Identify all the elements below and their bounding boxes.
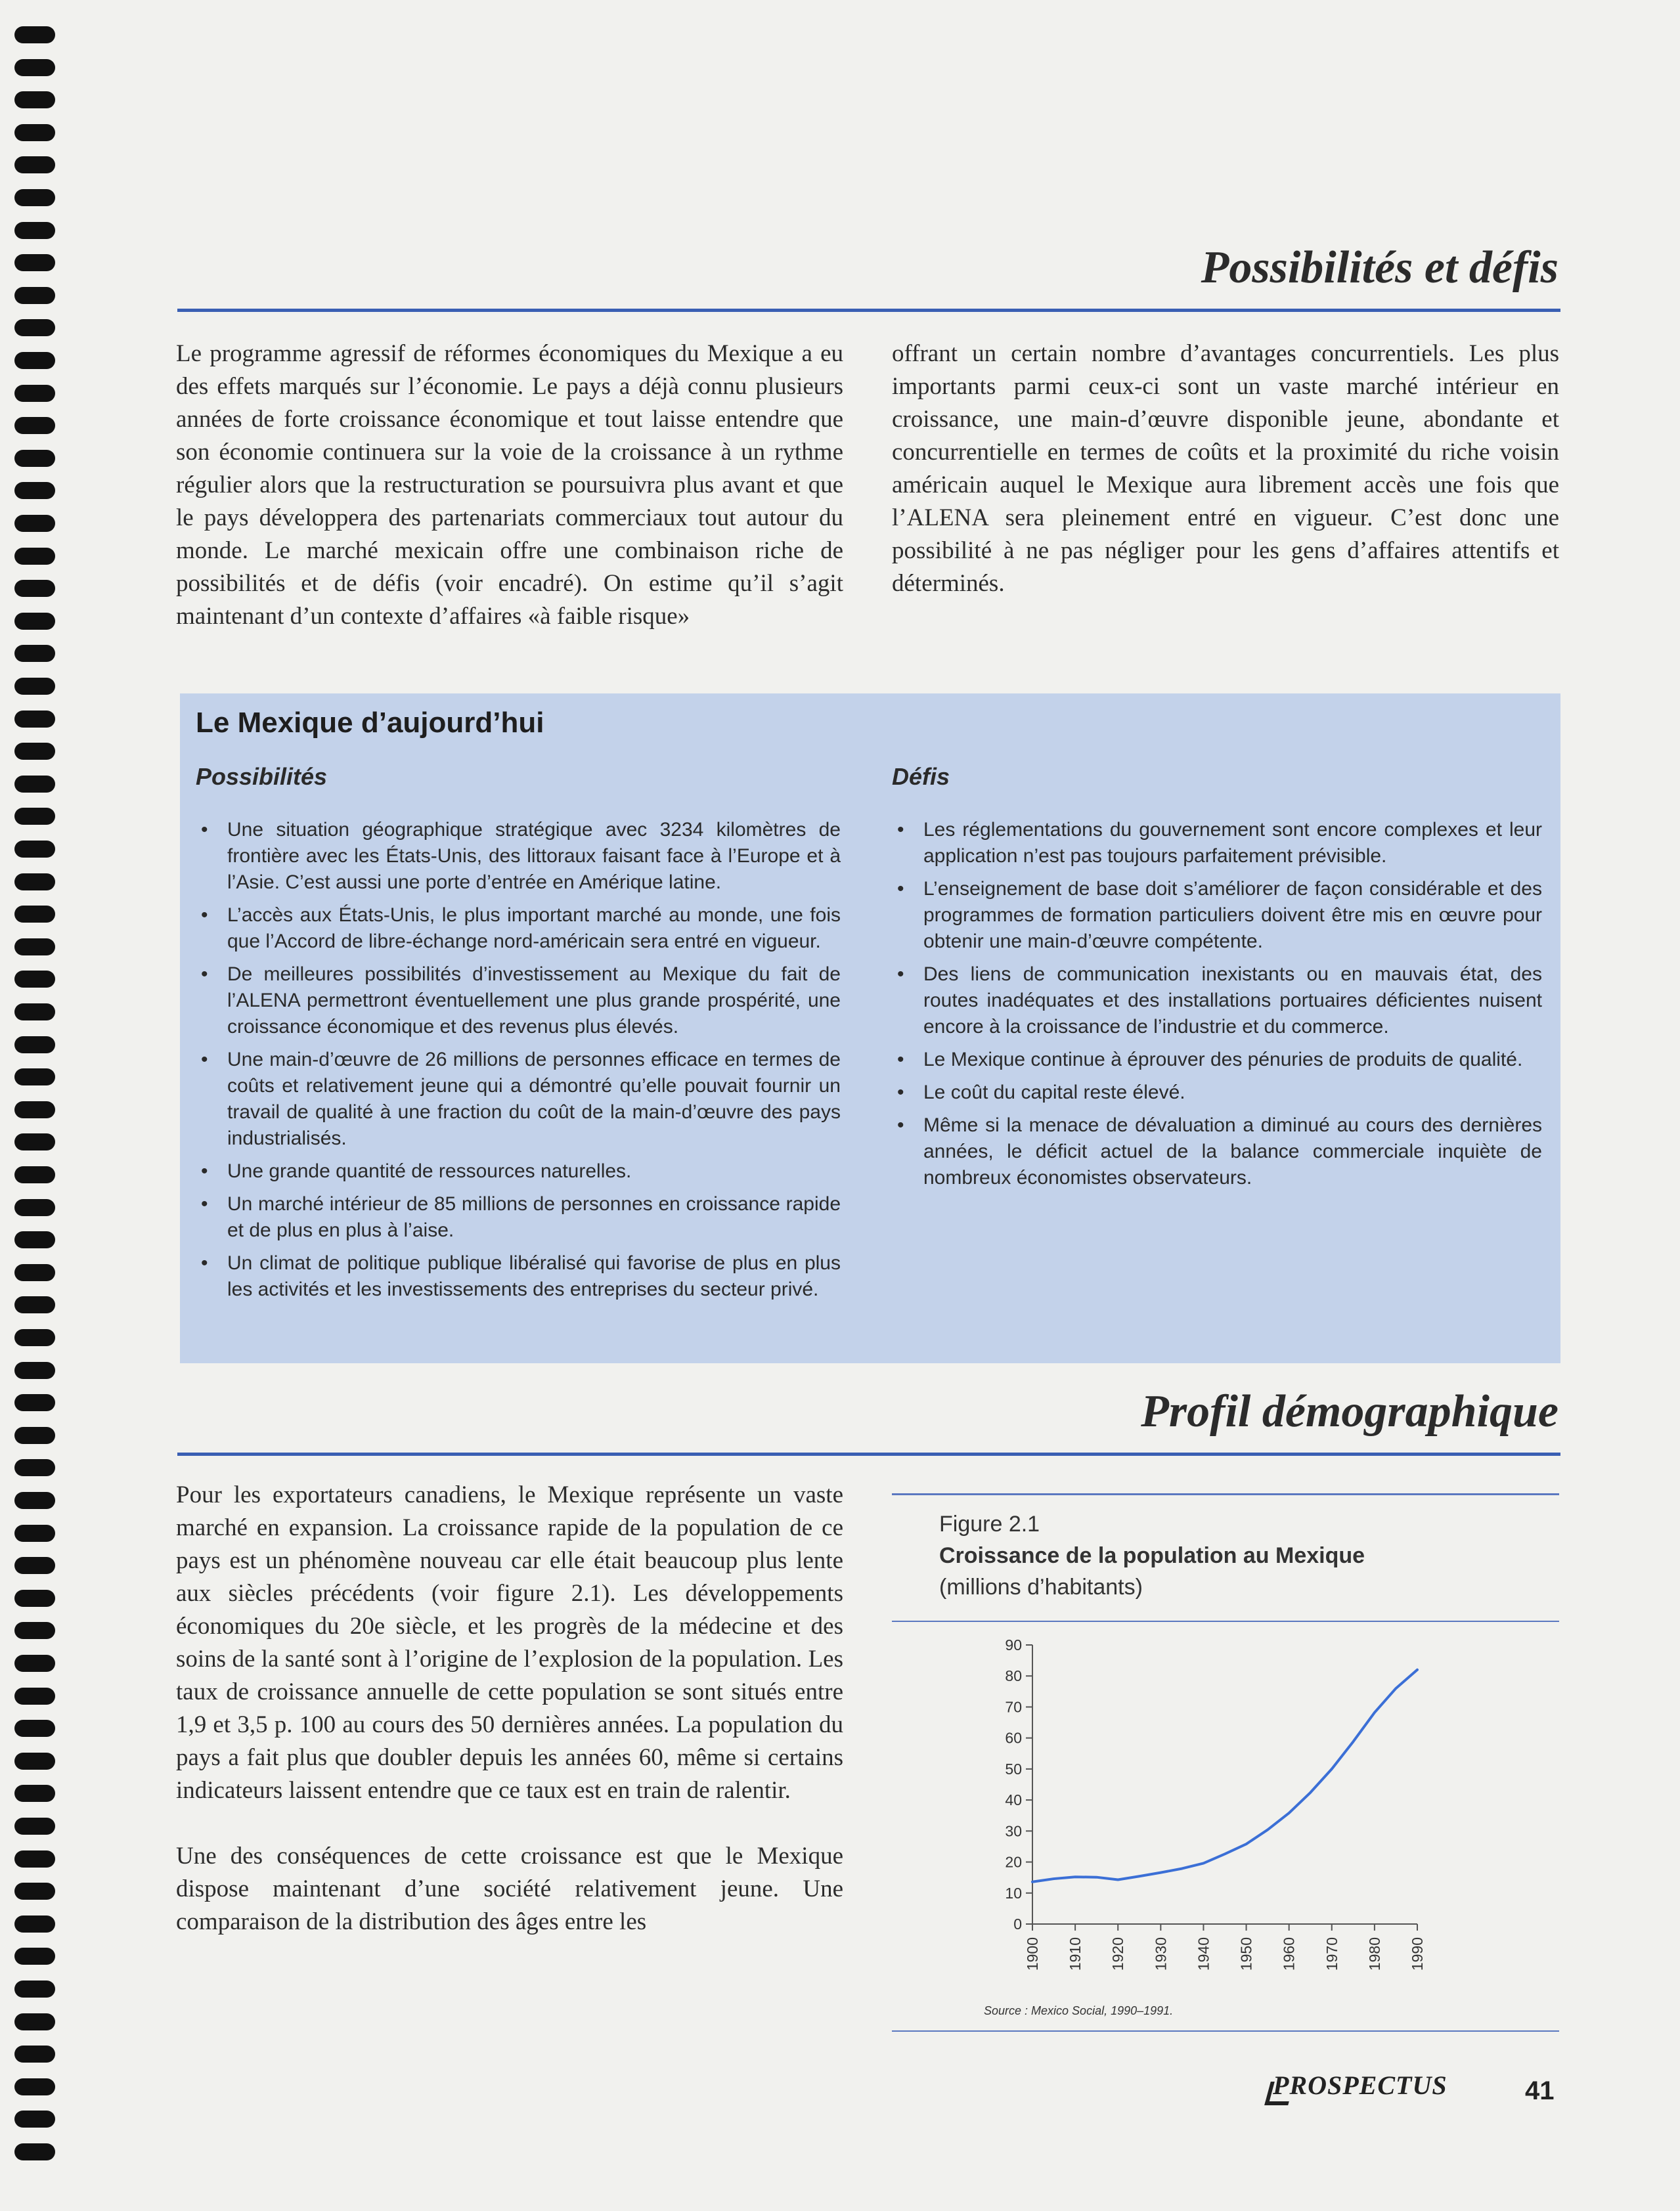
list-item: • L’enseignement de base doit s’améliorer de façon considérable et des programmes de formation particuliers doivent être mis en œuvre pour obtenir une main-d’œuvre compétente.: [892, 876, 1542, 955]
binding-ring: [14, 1068, 55, 1085]
binding-ring: [14, 1753, 55, 1770]
binding-ring: [14, 222, 55, 239]
binding-ring: [14, 385, 55, 402]
binding-ring: [14, 1329, 55, 1346]
binding-ring: [14, 1557, 55, 1574]
binding-ring: [14, 59, 55, 76]
binding-ring: [14, 938, 55, 955]
binding-ring: [14, 1720, 55, 1737]
binding-ring: [14, 156, 55, 173]
list-item: • Une situation géographique stratégique avec 3234 kilomètres de frontière avec les États-Unis, des littoraux faisant face à l’Europe et à l’Asie. C’est aussi une porte d’entrée en Amérique latine.: [196, 817, 841, 896]
y-tick-label: 80: [1005, 1667, 1022, 1685]
binding-ring: [14, 678, 55, 695]
body-column-right: [892, 338, 1559, 600]
binding-ring: [14, 808, 55, 825]
figure-source: Source : Mexico Social, 1990–1991.: [984, 2004, 1174, 2017]
list-item: • Même si la menace de dévaluation a diminué au cours des dernières années, le déficit actuel de la balance commerciale inquiète de nombreux économistes observateurs.: [892, 1112, 1542, 1191]
x-tick-label: 1910: [1067, 1937, 1084, 1971]
section-rule: [177, 1453, 1560, 1456]
list-item: • L’accès aux États-Unis, le plus important marché au monde, une fois que l’Accord de libre-échange nord-américain sera entré en vigueur.: [196, 902, 841, 955]
binding-ring: [14, 1883, 55, 1900]
figure-title: Croissance de la population au Mexique: [939, 1543, 1365, 1568]
possibilites-list: [196, 817, 841, 1309]
binding-ring: [14, 1296, 55, 1313]
x-tick-label: 1960: [1280, 1937, 1298, 1971]
binding-ring: [14, 352, 55, 369]
figure-rule-bottom: [892, 2030, 1559, 2032]
box-heading-defis: Défis: [892, 763, 950, 790]
list-item: • Le coût du capital reste élevé.: [892, 1080, 1542, 1106]
binding-ring: [14, 841, 55, 858]
y-tick-label: 50: [1005, 1760, 1022, 1778]
list-item: • Le Mexique continue à éprouver des pénuries de produits de qualité.: [892, 1047, 1542, 1073]
list-item: • Un marché intérieur de 85 millions de personnes en croissance rapide et de plus en plus à l’aise.: [196, 1191, 841, 1244]
binding-ring: [14, 2046, 55, 2063]
paragraph: Pour les exportateurs canadiens, le Mexique représente un vaste marché en expansion. La croissance rapide de la population de ce pays est un phénomène nouveau car elle était beaucoup plus lente aux siècles précédents (voir figure 2.1). Les développements économiques du 20e siècle, et les progrès de la médecine et des soins de la santé sont à l’origine de l’explosion de la population. Les taux de croissance annuelle de cette population se sont situés entre 1,9 et 3,5 p. 100 au cours des 50 dernières années. La population du pays a fait plus que doubler depuis les années 60, même si certains indicateurs laissent entendre que ce taux est en train de ralentir.: [176, 1481, 843, 1804]
population-series-line: [1032, 1670, 1417, 1882]
x-tick-label: 1980: [1365, 1937, 1383, 1971]
body-column-left: [176, 338, 843, 633]
binding-ring: [14, 2013, 55, 2030]
paragraph: offrant un certain nombre d’avantages concurrentiels. Les plus importants parmi ceux-ci sont un vaste marché intérieur en croissance, une main-d’œuvre disponible jeune, abondante et concurrentielle en termes de coûts et la proximité du riche voisin américain auquel le Mexique aura librement accès une fois que l’ALENA sera pleinement entré en vigueur. C’est donc une possibilité à ne pas négliger pour les gens d’affaires attentifs et déterminés.: [892, 340, 1559, 597]
mexique-aujourdhui-box: [180, 693, 1560, 1363]
binding-ring: [14, 743, 55, 760]
binding-ring: [14, 776, 55, 793]
figure-number: Figure 2.1: [939, 1512, 1040, 1537]
page-number: 41: [1525, 2076, 1555, 2105]
binding-ring: [14, 1655, 55, 1672]
x-tick-label: 1920: [1109, 1937, 1127, 1971]
binding-ring: [14, 645, 55, 662]
section-title-profil: Profil démographique: [1141, 1386, 1558, 1437]
population-chart: [893, 1625, 1484, 2000]
binding-ring: [14, 254, 55, 271]
binding-ring: [14, 1948, 55, 1965]
binding-ring: [14, 711, 55, 728]
binding-ring: [14, 1525, 55, 1542]
binding-ring: [14, 515, 55, 532]
figure-rule-top: [892, 1493, 1559, 1495]
list-item: • Les réglementations du gouvernement sont encore complexes et leur application n’est pas toujours parfaitement prévisible.: [892, 817, 1542, 869]
binding-ring: [14, 2143, 55, 2160]
binding-ring: [14, 1264, 55, 1281]
x-tick-label: 1930: [1152, 1937, 1170, 1971]
binding-ring: [14, 1688, 55, 1705]
y-tick-label: 30: [1005, 1822, 1022, 1840]
list-item: • Des liens de communication inexistants ou en mauvais état, des routes inadéquates et des installations portuaires déficientes nuisent encore à la croissance de l’industrie et du commerce.: [892, 961, 1542, 1040]
binding-ring: [14, 124, 55, 141]
binding-ring: [14, 2111, 55, 2128]
paragraph: Le programme agressif de réformes économiques du Mexique a eu des effets marqués sur l’économie. Le pays a déjà connu plusieurs années de forte croissance économique et tout laisse entendre que son économie continuera sur la voie de la croissance à un rythme régulier alors que la restructuration se poursuivra plus avant et que le pays développera des partenariats commerciaux tout autour du monde. Le marché mexicain offre une combinaison riche de possibilités et de défis (voir encadré). On estime qu’il s’agit maintenant d’un contexte d’affaires «à faible risque»: [176, 340, 843, 630]
paragraph: Une des conséquences de cette croissance est que le Mexique dispose maintenant d’une société relativement jeune. Une comparaison de la distribution des âges entre les: [176, 1843, 843, 1935]
binding-ring: [14, 1394, 55, 1411]
x-tick-label: 1970: [1323, 1937, 1340, 1971]
binding-ring: [14, 548, 55, 565]
binding-ring: [14, 1231, 55, 1248]
binding-ring: [14, 613, 55, 630]
y-tick-label: 90: [1005, 1636, 1022, 1653]
box-heading-possibilites: Possibilités: [196, 763, 328, 790]
list-item: • Un climat de politique publique libéralisé qui favorise de plus en plus les activités et les investissements des entreprises du secteur privé.: [196, 1250, 841, 1303]
x-tick-label: 1950: [1237, 1937, 1255, 1971]
binding-ring: [14, 1166, 55, 1183]
spiral-binding: [9, 26, 56, 2193]
binding-ring: [14, 1036, 55, 1053]
binding-ring: [14, 1590, 55, 1607]
binding-ring: [14, 1133, 55, 1150]
binding-ring: [14, 450, 55, 467]
binding-ring: [14, 580, 55, 597]
binding-ring: [14, 1622, 55, 1639]
binding-ring: [14, 189, 55, 206]
binding-ring: [14, 1427, 55, 1444]
x-tick-label: 1990: [1409, 1937, 1426, 1971]
list-item: • Une main-d’œuvre de 26 millions de personnes efficace en termes de coûts et relativement jeune qui a démontré qu’elle pouvait fournir un travail de qualité à une fraction du coût de la main-d’œuvre des pays industrialisés.: [196, 1047, 841, 1152]
binding-ring: [14, 906, 55, 923]
binding-ring: [14, 319, 55, 336]
binding-ring: [14, 287, 55, 304]
y-tick-label: 70: [1005, 1698, 1022, 1716]
list-item: • De meilleures possibilités d’investissement au Mexique du fait de l’ALENA permettront éventuellement une plus grande prospérité, une croissance économique et des revenus plus élevés.: [196, 961, 841, 1040]
binding-ring: [14, 2078, 55, 2095]
y-tick-label: 0: [1013, 1915, 1022, 1933]
binding-ring: [14, 417, 55, 434]
binding-ring: [14, 971, 55, 988]
list-item: • Une grande quantité de ressources naturelles.: [196, 1158, 841, 1185]
figure-rule-mid: [892, 1621, 1559, 1622]
defis-list: [892, 817, 1542, 1198]
binding-ring: [14, 1101, 55, 1118]
box-title: Le Mexique d’aujourd’hui: [196, 707, 544, 739]
binding-ring: [14, 482, 55, 499]
binding-ring: [14, 1492, 55, 1509]
binding-ring: [14, 1850, 55, 1868]
binding-ring: [14, 1981, 55, 1998]
section-title-possibilites: Possibilités et défis: [1201, 242, 1558, 293]
y-tick-label: 10: [1005, 1884, 1022, 1902]
x-tick-label: 1940: [1195, 1937, 1212, 1971]
binding-ring: [14, 1915, 55, 1933]
binding-ring: [14, 91, 55, 108]
y-tick-label: 40: [1005, 1791, 1022, 1809]
binding-ring: [14, 1459, 55, 1476]
binding-ring: [14, 1362, 55, 1379]
binding-ring: [14, 1818, 55, 1835]
binding-ring: [14, 1785, 55, 1802]
binding-ring: [14, 873, 55, 890]
section-rule: [177, 309, 1560, 312]
prospectus-logo: PROSPECTUS: [1273, 2070, 1448, 2100]
figure-unit: (millions d’habitants): [939, 1575, 1143, 1600]
body-column-left-2: [176, 1479, 843, 1938]
x-tick-label: 1900: [1024, 1937, 1041, 1971]
y-tick-label: 20: [1005, 1853, 1022, 1871]
y-tick-label: 60: [1005, 1729, 1022, 1747]
binding-ring: [14, 26, 55, 43]
binding-ring: [14, 1199, 55, 1216]
binding-ring: [14, 1003, 55, 1020]
